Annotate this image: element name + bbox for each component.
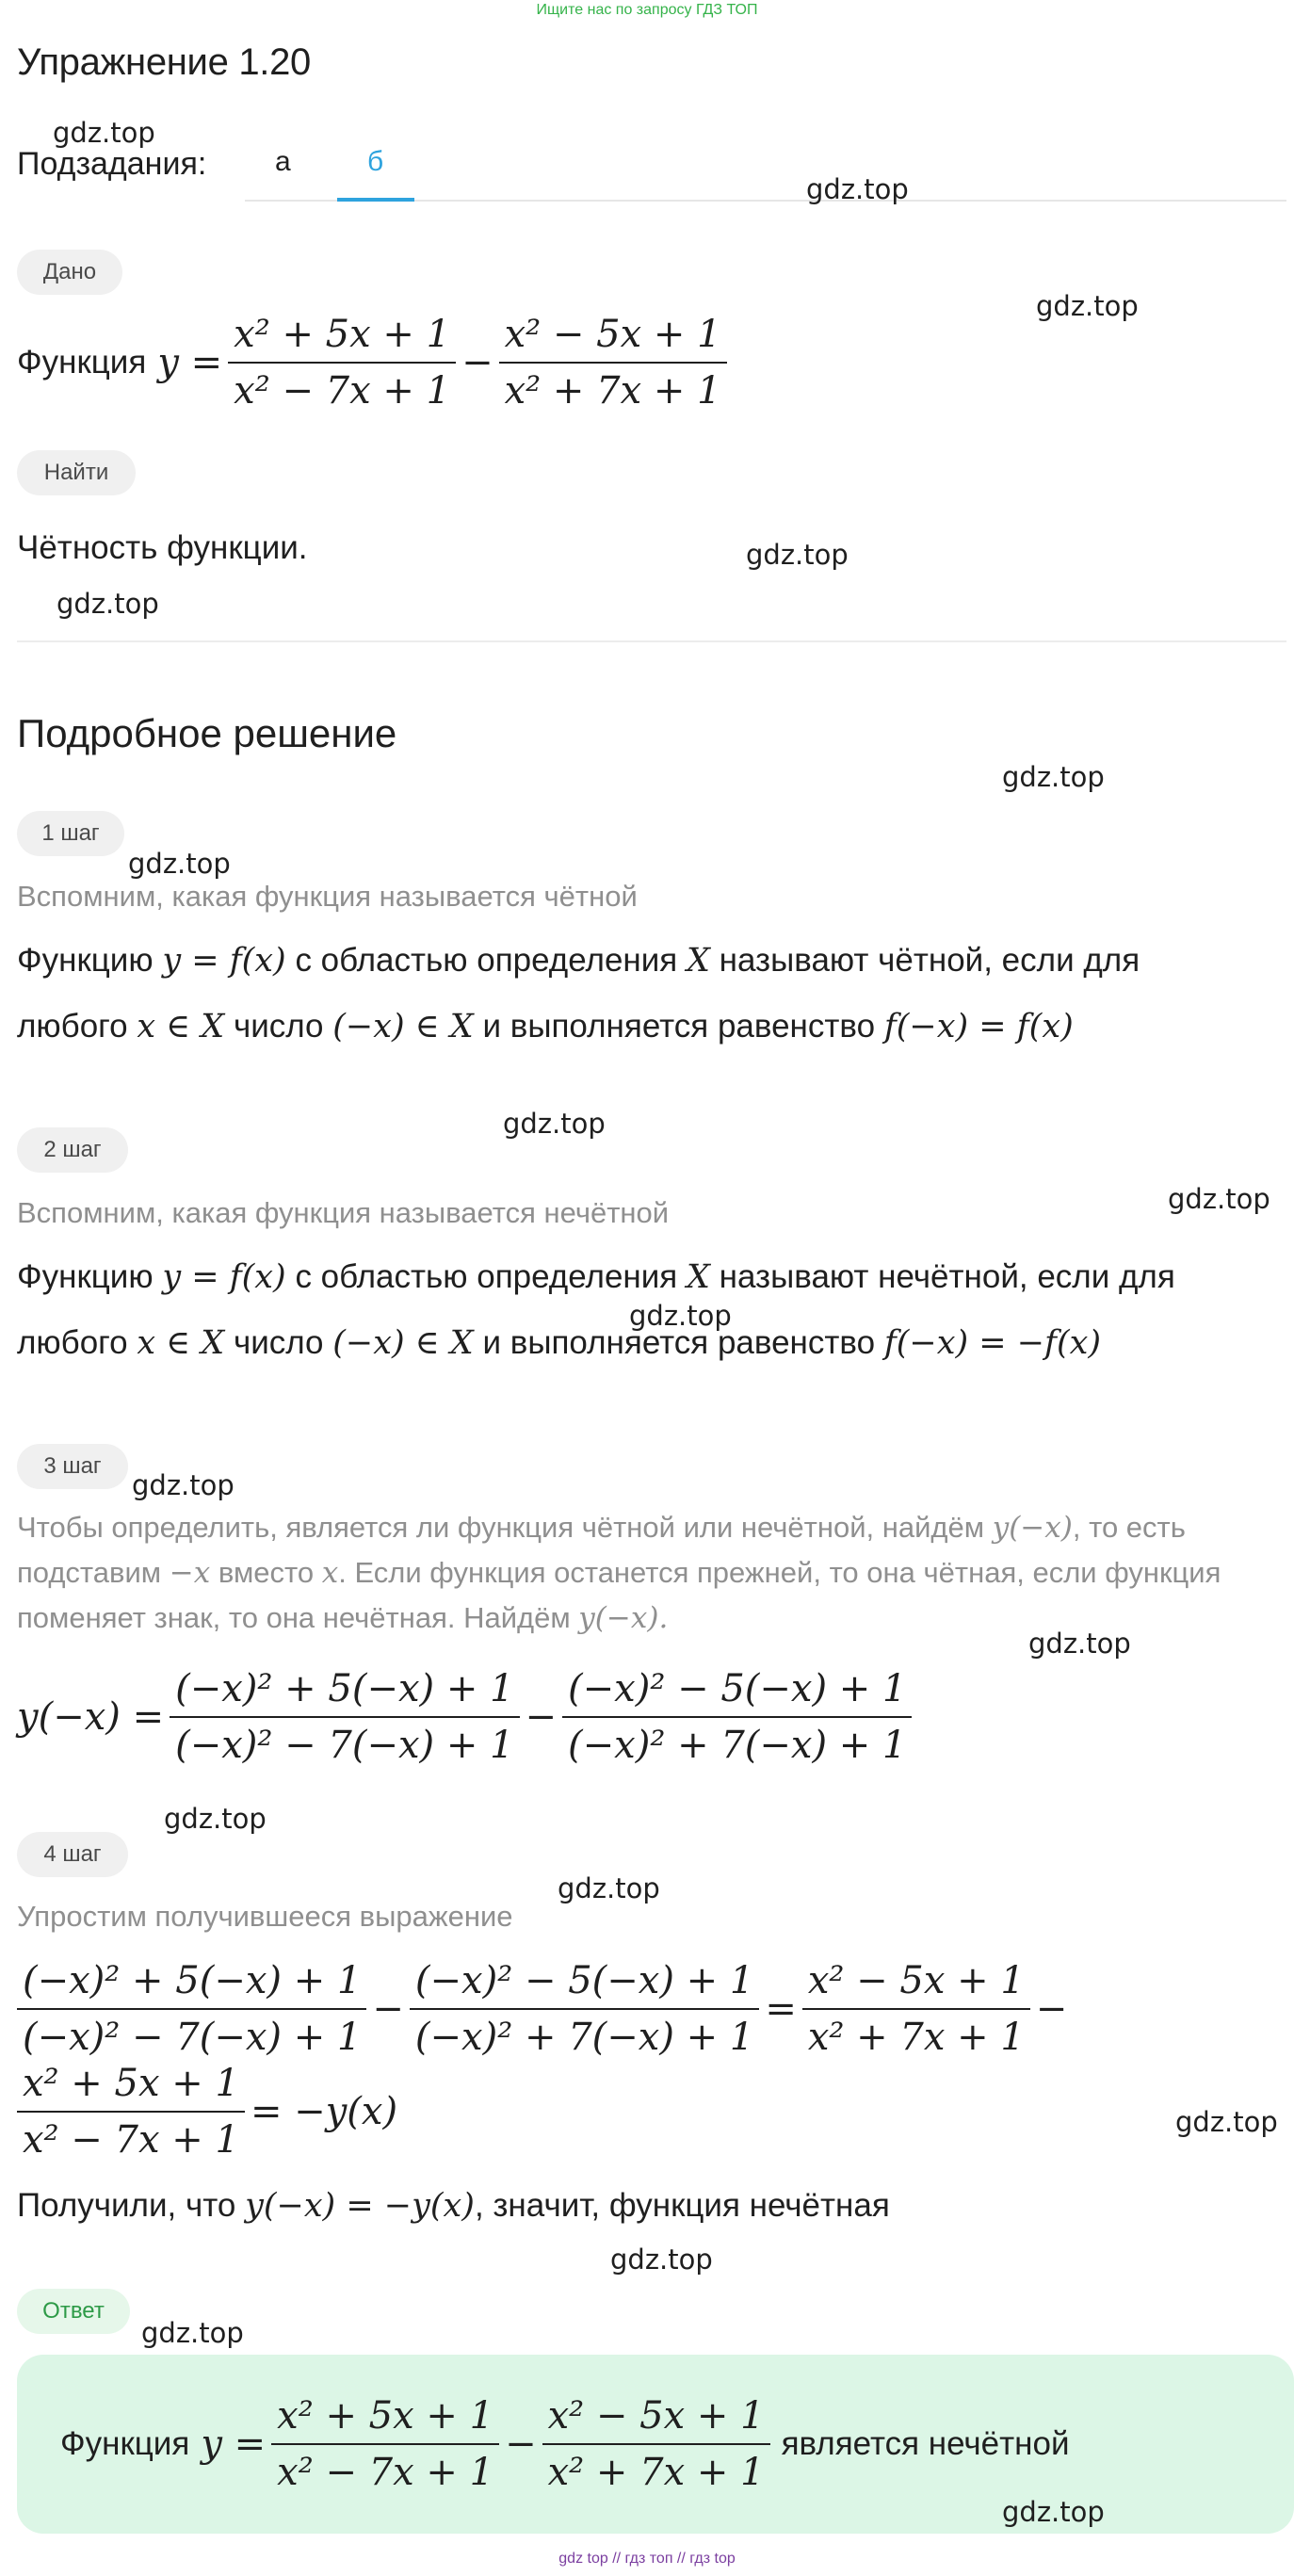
step3-f2-num: (−x)² − 5(−x) + 1 <box>568 1667 907 1710</box>
given-fraction-1 <box>228 313 456 413</box>
watermark: gdz.top <box>746 539 849 571</box>
watermark: gdz.top <box>164 1803 267 1835</box>
step3-pill: 3 шаг <box>17 1444 128 1489</box>
step1-l1-c: называют чётной, если для <box>719 942 1140 979</box>
step3-lhs: y(−x) = <box>17 1695 165 1739</box>
step1-l2-c: и выполняется равенство <box>482 1008 876 1045</box>
step1-l1-b: с областью определения <box>295 942 678 979</box>
step3-f2-den: (−x)² + 7(−x) + 1 <box>562 1716 912 1767</box>
watermark: gdz.top <box>1168 1183 1270 1215</box>
watermark: gdz.top <box>1036 290 1139 322</box>
watermark: gdz.top <box>806 173 909 205</box>
step2-l1-m1: y = f(x) <box>162 1258 286 1296</box>
given-frac2-den: x² + 7x + 1 <box>499 362 727 413</box>
step4-conclusion <box>17 2187 890 2225</box>
page-title: Упражнение 1.20 <box>17 41 312 83</box>
step1-l1-a: Функцию <box>17 942 154 979</box>
step1-l1-m2: X <box>687 942 710 980</box>
step1-l2-m3: f(−x) = f(x) <box>883 1008 1074 1045</box>
step4-concl-a: Получили, что <box>17 2187 236 2224</box>
find-text: Чётность функции. <box>17 529 308 566</box>
step3-hint-b: , то есть <box>1072 1511 1186 1544</box>
answer-f1-num: x² + 5x + 1 <box>277 2394 494 2438</box>
step4-f1-num: (−x)² + 5(−x) + 1 <box>23 1959 362 2002</box>
subtasks-label: Подзадания: <box>17 146 207 182</box>
step4-fraction-2 <box>410 1959 759 2059</box>
step4-f3-den: x² + 7x + 1 <box>802 2008 1030 2059</box>
step3-hint-d: вместо <box>218 1556 315 1589</box>
step1-line2 <box>17 1008 1074 1045</box>
watermark: gdz.top <box>503 1108 606 1140</box>
step4-f1-den: (−x)² − 7(−x) + 1 <box>17 2008 366 2059</box>
step4-equation-line2 <box>17 2057 397 2166</box>
watermark: gdz.top <box>141 2317 244 2349</box>
tab-b[interactable]: б <box>367 146 384 177</box>
step1-l2-m1: x ∈ X <box>137 1008 225 1045</box>
step4-concl-b: , значит, функция нечётная <box>474 2187 890 2224</box>
step3-hint <box>17 1505 1288 1641</box>
given-prefix: Функция <box>17 344 147 381</box>
find-pill: Найти <box>17 450 136 495</box>
step1-l2-a: любого <box>17 1008 128 1045</box>
answer-fraction-1 <box>271 2394 499 2494</box>
given-pill: Дано <box>17 250 122 295</box>
step4-op2: − <box>1035 1987 1068 2031</box>
step2-hint: Вспомним, какая функция называется нечётной <box>17 1196 670 1229</box>
step2-l2-b: число <box>233 1324 324 1361</box>
section-divider <box>17 640 1286 642</box>
step2-pill: 2 шаг <box>17 1127 128 1173</box>
watermark: gdz.top <box>610 2244 713 2276</box>
watermark: gdz.top <box>1002 761 1105 793</box>
step4-f2-den: (−x)² + 7(−x) + 1 <box>410 2008 759 2059</box>
step4-fraction-3 <box>802 1959 1030 2059</box>
step4-f4-num: x² + 5x + 1 <box>23 2062 239 2105</box>
step4-f3-num: x² − 5x + 1 <box>807 1959 1025 2002</box>
answer-f1-den: x² − 7x + 1 <box>271 2443 499 2494</box>
step3-hint-m3: x <box>321 1556 339 1590</box>
watermark: gdz.top <box>629 1300 732 1332</box>
answer-f2-den: x² + 7x + 1 <box>542 2443 770 2494</box>
step3-equation <box>17 1658 917 1776</box>
given-frac1-num: x² + 5x + 1 <box>234 313 451 356</box>
step3-hint-m1: y(−x) <box>992 1511 1073 1545</box>
given-fraction-2 <box>499 313 727 413</box>
step3-hint-m2: −x <box>169 1556 211 1590</box>
step3-hint-m4: y(−x). <box>578 1601 669 1635</box>
step2-l2-a: любого <box>17 1324 128 1361</box>
footer-links: gdz top // гдз топ // гдз top <box>558 2551 736 2567</box>
watermark: gdz.top <box>53 117 155 149</box>
top-banner: Ищите нас по запросу ГДЗ ТОП <box>536 2 758 18</box>
active-tab-indicator <box>337 198 414 202</box>
solution-title: Подробное решение <box>17 711 397 755</box>
step4-pill: 4 шаг <box>17 1832 128 1877</box>
given-frac2-num: x² − 5x + 1 <box>504 313 721 356</box>
step2-l1-b: с областью определения <box>295 1258 678 1295</box>
tab-a[interactable]: а <box>275 146 291 177</box>
watermark: gdz.top <box>1002 2496 1105 2528</box>
given-op: − <box>461 341 493 384</box>
step2-line2 <box>17 1324 1101 1362</box>
step4-op1: − <box>372 1987 404 2031</box>
watermark: gdz.top <box>132 1469 235 1501</box>
given-lhs: y = <box>157 341 223 384</box>
watermark: gdz.top <box>128 848 231 880</box>
step4-fraction-1 <box>17 1959 366 2059</box>
step1-l2-b: число <box>233 1008 324 1045</box>
step3-fraction-1 <box>170 1667 519 1767</box>
step4-fraction-4 <box>17 2062 245 2162</box>
step4-concl-m: y(−x) = −y(x) <box>245 2187 475 2225</box>
answer-pill: Ответ <box>17 2289 130 2334</box>
step2-l2-m3: f(−x) = −f(x) <box>883 1324 1102 1362</box>
step4-rhs: = −y(x) <box>250 2090 398 2133</box>
answer-function <box>60 2385 1070 2503</box>
step1-hint: Вспомним, какая функция называется чётной <box>17 880 638 913</box>
watermark: gdz.top <box>1175 2106 1278 2138</box>
answer-lhs: y = <box>201 2422 267 2466</box>
step4-f4-den: x² − 7x + 1 <box>17 2111 245 2162</box>
step2-l1-m2: X <box>687 1258 710 1296</box>
answer-suffix: является нечётной <box>781 2425 1070 2462</box>
watermark: gdz.top <box>1028 1628 1131 1660</box>
step3-hint-f: поменяет знак, то она нечётная. Найдём <box>17 1601 571 1634</box>
watermark: gdz.top <box>558 1872 660 1904</box>
step3-hint-a: Чтобы определить, является ли функция чётной или нечётной, найдём <box>17 1511 985 1544</box>
step2-l2-m2: (−x) ∈ X <box>332 1324 474 1362</box>
step2-l1-a: Функцию <box>17 1258 154 1295</box>
step2-l1-c: называют нечётной, если для <box>719 1258 1175 1295</box>
step1-pill: 1 шаг <box>17 811 124 856</box>
step3-op: − <box>525 1695 558 1739</box>
step3-fraction-2 <box>562 1667 912 1767</box>
step1-l2-m2: (−x) ∈ X <box>332 1008 474 1045</box>
step4-f2-num: (−x)² − 5(−x) + 1 <box>414 1959 754 2002</box>
answer-op: − <box>505 2422 537 2466</box>
answer-fraction-2 <box>542 2394 770 2494</box>
step1-line1 <box>17 942 1140 980</box>
step4-hint: Упростим получившееся выражение <box>17 1900 513 1933</box>
step4-equation-line1 <box>17 1950 1067 2068</box>
given-function <box>17 303 733 422</box>
step2-l2-m1: x ∈ X <box>137 1324 225 1362</box>
step3-f1-den: (−x)² − 7(−x) + 1 <box>170 1716 519 1767</box>
step2-l2-c: и выполняется равенство <box>482 1324 876 1361</box>
given-frac1-den: x² − 7x + 1 <box>228 362 456 413</box>
answer-prefix: Функция <box>60 2425 190 2462</box>
answer-f2-num: x² − 5x + 1 <box>547 2394 765 2438</box>
watermark: gdz.top <box>57 588 159 620</box>
step2-line1 <box>17 1258 1175 1296</box>
step4-eq: = <box>765 1987 797 2031</box>
step3-hint-c: подставим <box>17 1556 162 1589</box>
step1-l1-m1: y = f(x) <box>162 942 286 980</box>
step3-hint-e: . Если функция останется прежней, то она чётная, если функция <box>338 1556 1221 1589</box>
step3-f1-num: (−x)² + 5(−x) + 1 <box>175 1667 514 1710</box>
